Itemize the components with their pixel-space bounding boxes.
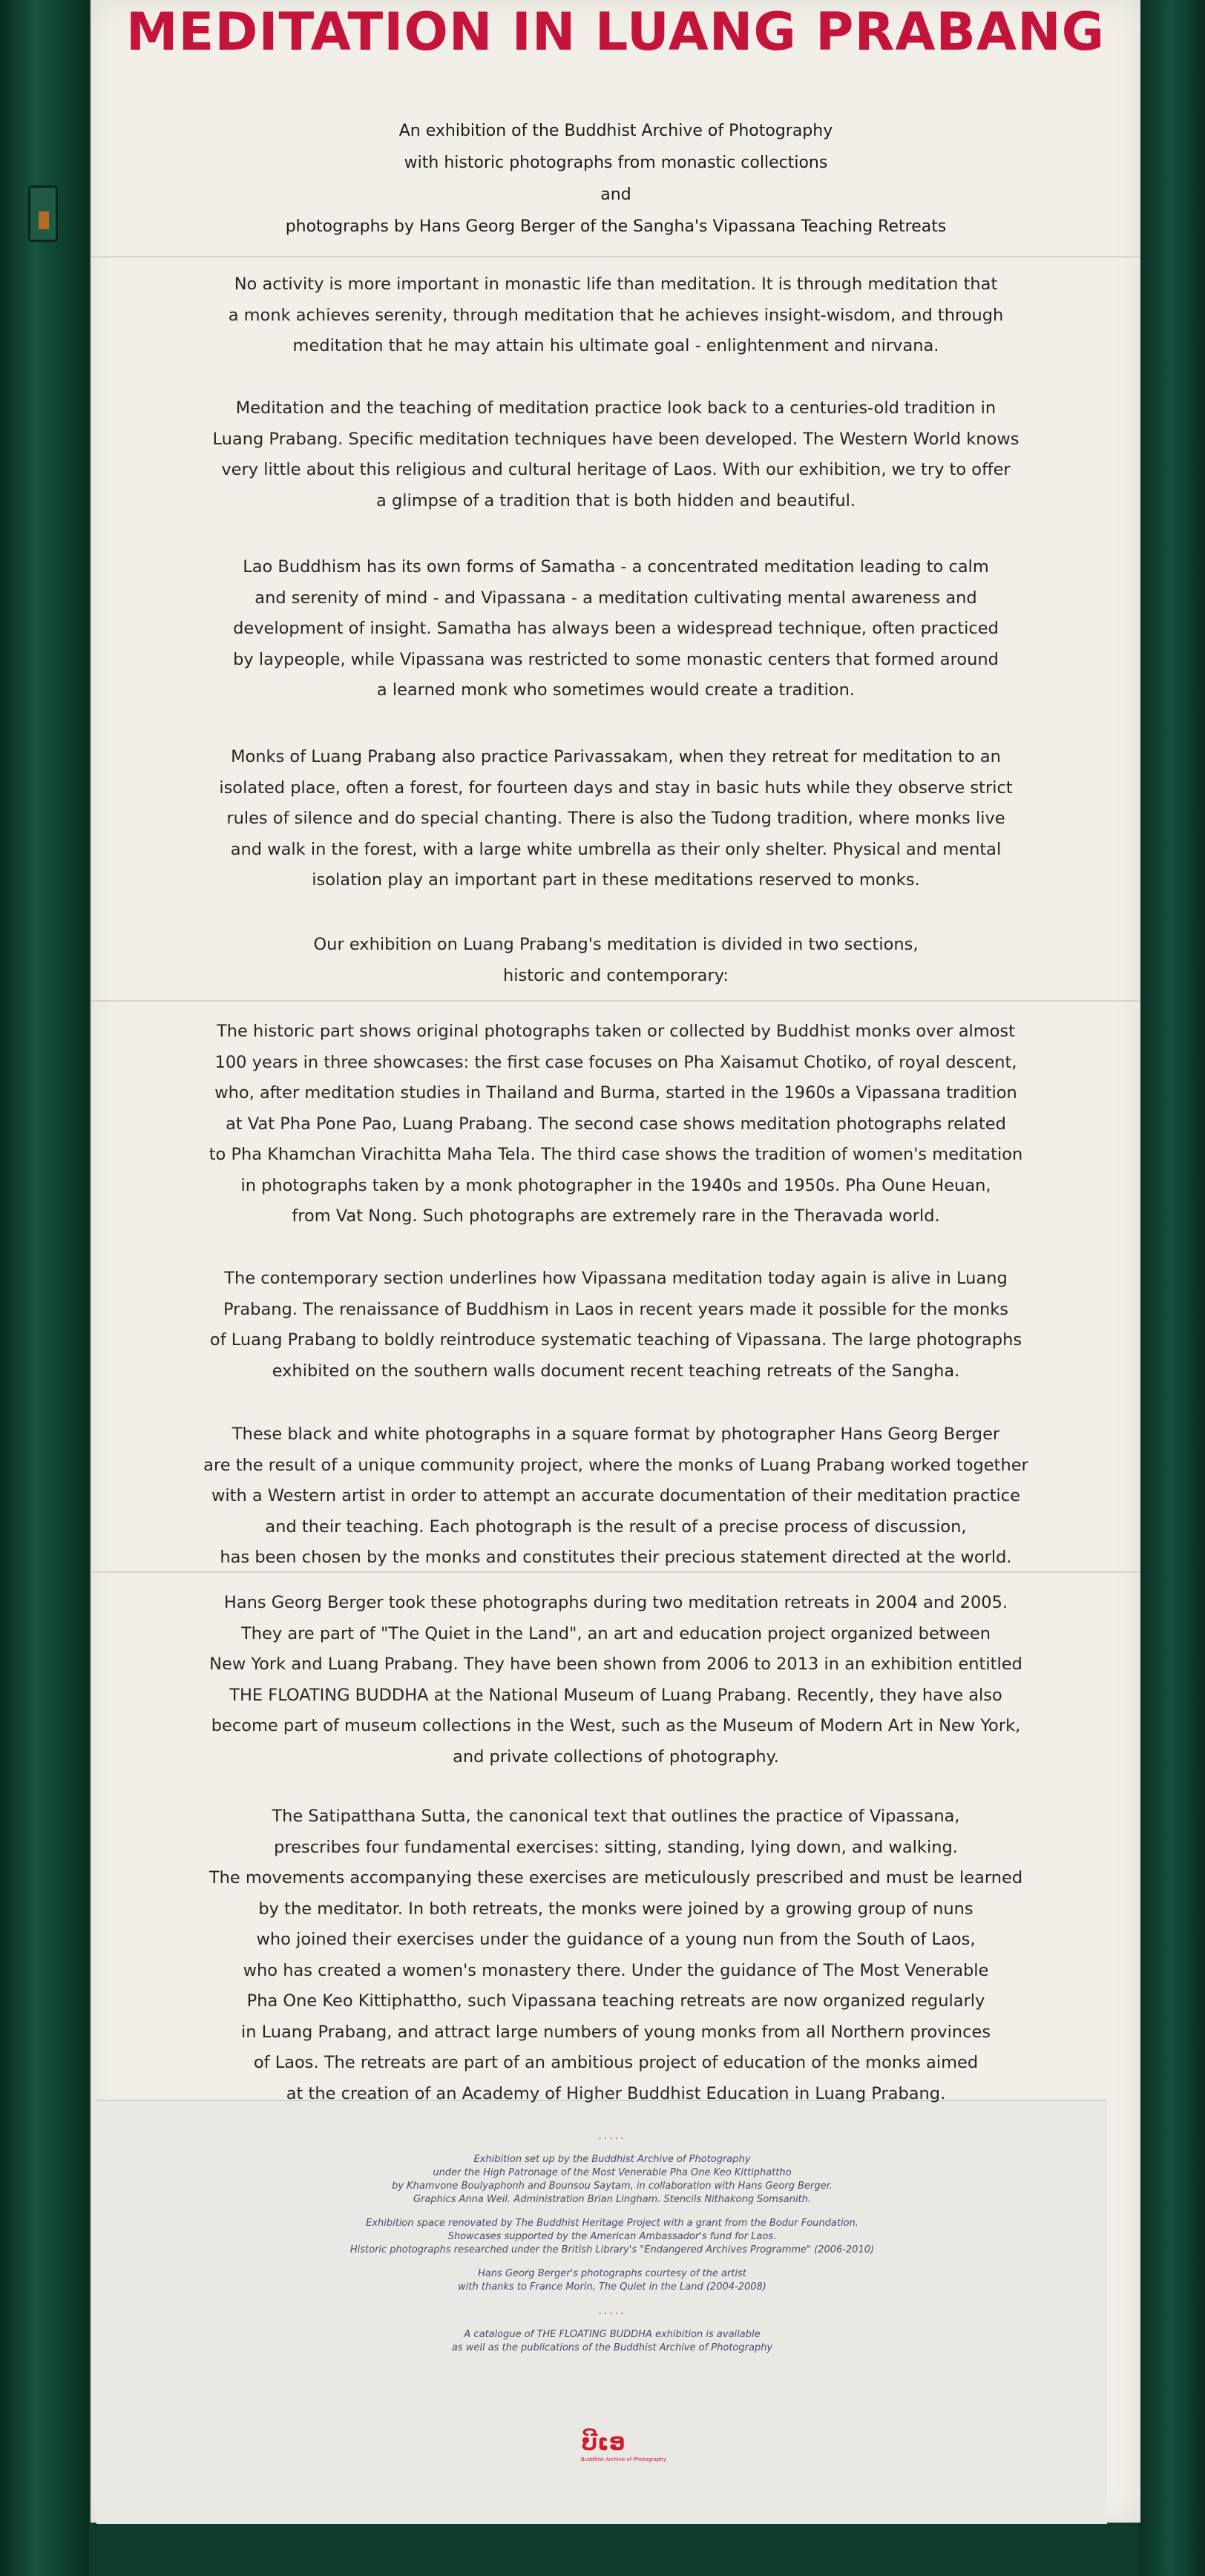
paragraph-7: [141, 1264, 1091, 1387]
buddhist-archive-logo: [581, 2430, 667, 2474]
credit-line: under the High Patronage of the Most Venerable Pha One Keo Kittiphattho: [433, 2167, 792, 2178]
paragraph-line: very little about this religious and cultural heritage of Laos. With our exhibition, we try to offer: [221, 460, 1011, 479]
paragraph-line: Meditation and the teaching of meditation practice look back to a centuries-old tradition in: [235, 398, 996, 418]
separator-dots: .....: [598, 2305, 626, 2317]
paragraph-1: [141, 269, 1091, 362]
credit-line: as well as the publications of the Buddhist Archive of Photography: [451, 2342, 773, 2353]
paragraph-line: Prabang. The renaissance of Buddhism in Laos in recent years made it possible for the monks: [223, 1299, 1009, 1319]
panel-seam: [91, 1000, 1140, 1002]
paragraph-line: Our exhibition on Luang Prabang's meditation is divided in two sections,: [313, 935, 919, 954]
paragraph-line: who has created a women's monastery there. Under the guidance of The Most Venerable: [243, 1960, 989, 1980]
paragraph-line: The contemporary section underlines how Vipassana meditation today again is alive in Luang: [224, 1269, 1008, 1288]
paragraph-6: [141, 1016, 1091, 1232]
paragraph-line: who joined their exercises under the guidance of a young nun from the South of Laos,: [256, 1930, 976, 1949]
paragraph-5: [141, 930, 1091, 991]
green-door-frame-left: [0, 0, 89, 2576]
paragraph-line: 100 years in three showcases: the first case focuses on Pha Xaisamut Chotiko, of royal descent,: [214, 1052, 1017, 1072]
paragraph-line: These black and white photographs in a square format by photographer Hans Georg Berger: [232, 1425, 1000, 1444]
paragraph-line: The historic part shows original photographs taken or collected by Buddhist monks over almost: [217, 1022, 1015, 1041]
paragraph-line: They are part of "The Quiet in the Land", an art and education project organized between: [241, 1623, 991, 1643]
paragraph-2: [141, 393, 1091, 516]
paragraph-line: historic and contemporary:: [503, 965, 729, 985]
paragraph-line: New York and Luang Prabang. They have been shown from 2006 to 2013 in an exhibition entitled: [209, 1655, 1022, 1674]
paragraph-line: are the result of a unique community project, where the monks of Luang Prabang worked together: [203, 1455, 1028, 1475]
paragraph-line: isolated place, often a forest, for fourteen days and stay in basic huts while they observe strict: [219, 778, 1013, 798]
paragraph-8: [141, 1419, 1091, 1574]
paragraph-line: Hans Georg Berger took these photographs during two meditation retreats in 2004 and 2005.: [223, 1593, 1008, 1612]
subtitle-line: and: [600, 185, 631, 204]
panel-seam: [91, 256, 1140, 257]
paragraph-line: and serenity of mind - and Vipassana - a meditation cultivating mental awareness and: [255, 588, 977, 608]
credit-line: Historic photographs researched under the British Library's "Endangered Archives Programme" (2006-2010): [349, 2244, 875, 2255]
paragraph-line: in photographs taken by a monk photographer in the 1940s and 1950s. Pha Oune Heuan,: [240, 1175, 991, 1195]
credit-line: by Khamvone Boulyaphonh and Bounsou Saytam, in collaboration with Hans Georg Berger.: [392, 2181, 833, 2192]
paragraph-line: Pha One Keo Kittiphattho, such Vipassana teaching retreats are now organized regularly: [246, 1991, 985, 2011]
credits-block: [208, 2129, 1017, 2355]
credit-line: Hans Georg Berger's photographs courtesy of the artist: [478, 2268, 746, 2279]
paragraph-line: Lao Buddhism has its own forms of Samatha - a concentrated meditation leading to calm: [243, 557, 989, 576]
paragraph-line: of Laos. The retreats are part of an ambitious project of education of the monks aimed: [253, 2053, 979, 2072]
paragraph-line: exhibited on the southern walls document recent teaching retreats of the Sangha.: [272, 1361, 960, 1381]
paragraph-line: and private collections of photography.: [453, 1747, 779, 1767]
paragraph-line: from Vat Nong. Such photographs are extremely rare in the Theravada world.: [292, 1206, 940, 1226]
credit-line: Showcases supported by the American Ambassador's fund for Laos.: [447, 2231, 777, 2242]
paragraph-line: and walk in the forest, with a large white umbrella as their only shelter. Physical and mental: [230, 839, 1002, 859]
paragraph-3: [141, 552, 1091, 706]
separator-dots: .....: [598, 2130, 626, 2142]
page-title: MEDITATION IN LUANG PRABANG: [125, 1, 1106, 62]
credit-line: Exhibition space renovated by The Buddhist Heritage Project with a grant from the Bodur Foundation.: [366, 2218, 858, 2229]
paragraph-4: [141, 742, 1091, 896]
paragraph-line: to Pha Khamchan Virachitta Maha Tela. The third case shows the tradition of women's meditation: [209, 1145, 1023, 1164]
logo-mark: ບີເອ: [581, 2430, 626, 2456]
paragraph-line: become part of museum collections in the West, such as the Museum of Modern Art in New York,: [211, 1716, 1021, 1735]
paragraph-line: by the meditator. In both retreats, the monks were joined by a growing group of nuns: [258, 1899, 973, 1919]
paragraph-line: isolation play an important part in these meditations reserved to monks.: [312, 870, 920, 890]
paragraph-line: THE FLOATING BUDDHA at the National Museum of Luang Prabang. Recently, they have also: [229, 1685, 1002, 1705]
subtitle-line: with historic photographs from monastic collections: [404, 154, 828, 172]
paragraph-line: by laypeople, while Vipassana was restricted to some monastic centers that formed around: [233, 649, 999, 669]
paragraph-line: Monks of Luang Prabang also practice Parivassakam, when they retreat for meditation to an: [231, 747, 1001, 766]
paragraph-line: at Vat Pha Pone Pao, Luang Prabang. The second case shows meditation photographs related: [226, 1114, 1006, 1134]
paragraph-line: who, after meditation studies in Thailand and Burma, started in the 1960s a Vipassana tradition: [214, 1083, 1017, 1103]
credit-line: with thanks to France Morin, The Quiet in the Land (2004-2008): [458, 2281, 766, 2293]
paragraph-line: with a Western artist in order to attempt an accurate documentation of their meditation practice: [211, 1486, 1021, 1505]
credit-line: Graphics Anna Weil. Administration Brian Lingham. Stencils Nithakong Somsanith.: [413, 2194, 812, 2205]
paragraph-9: [141, 1588, 1091, 1772]
paragraph-line: prescribes four fundamental exercises: sitting, standing, lying down, and walking.: [274, 1837, 958, 1857]
paragraph-line: has been chosen by the monks and constitutes their precious statement directed at the world.: [220, 1548, 1012, 1567]
paragraph-line: rules of silence and do special chanting. There is also the Tudong tradition, where monks live: [226, 809, 1005, 828]
credit-line: A catalogue of THE FLOATING BUDDHA exhibition is available: [464, 2329, 761, 2340]
paragraph-line: The Satipatthana Sutta, the canonical text that outlines the practice of Vipassana,: [272, 1807, 960, 1826]
latch-knob: [39, 211, 49, 229]
paragraph-line: No activity is more important in monastic life than meditation. It is through meditation that: [234, 275, 998, 294]
paragraph-line: development of insight. Samatha has always been a widespread technique, often practiced: [233, 619, 999, 638]
paragraph-line: of Luang Prabang to boldly reintroduce systematic teaching of Vipassana. The large photographs: [209, 1330, 1022, 1350]
paragraph-line: a glimpse of a tradition that is both hidden and beautiful.: [376, 490, 856, 510]
subtitle-line: An exhibition of the Buddhist Archive of Photography: [398, 122, 833, 140]
paragraph-line: a monk achieves serenity, through meditation that he achieves insight-wisdom, and through: [228, 305, 1004, 325]
paragraph-line: and their teaching. Each photograph is the result of a precise process of discussion,: [265, 1517, 967, 1537]
exhibition-subtitle: [104, 115, 1128, 243]
paragraph-line: a learned monk who sometimes would create a tradition.: [376, 680, 856, 700]
subtitle-line: photographs by Hans Georg Berger of the Sangha's Vipassana Teaching Retreats: [285, 217, 947, 236]
paragraph-line: The movements accompanying these exercises are meticulously prescribed and must be learned: [209, 1868, 1023, 1887]
green-door-frame-right: [1138, 0, 1205, 2576]
paragraph-line: in Luang Prabang, and attract large numbers of young monks from all Northern provinces: [240, 2022, 991, 2042]
paragraph-line: meditation that he may attain his ultimate goal - enlightenment and nirvana.: [292, 336, 939, 355]
paragraph-10: [141, 1801, 1091, 2109]
paragraph-line: Luang Prabang. Specific meditation techniques have been developed. The Western World knows: [212, 429, 1020, 449]
paragraph-line: at the creation of an Academy of Higher Buddhist Education in Luang Prabang.: [286, 2083, 946, 2103]
logo-caption: Buddhist Archive of Photography: [581, 2457, 667, 2462]
credit-line: Exhibition set up by the Buddhist Archive of Photography: [473, 2154, 751, 2165]
